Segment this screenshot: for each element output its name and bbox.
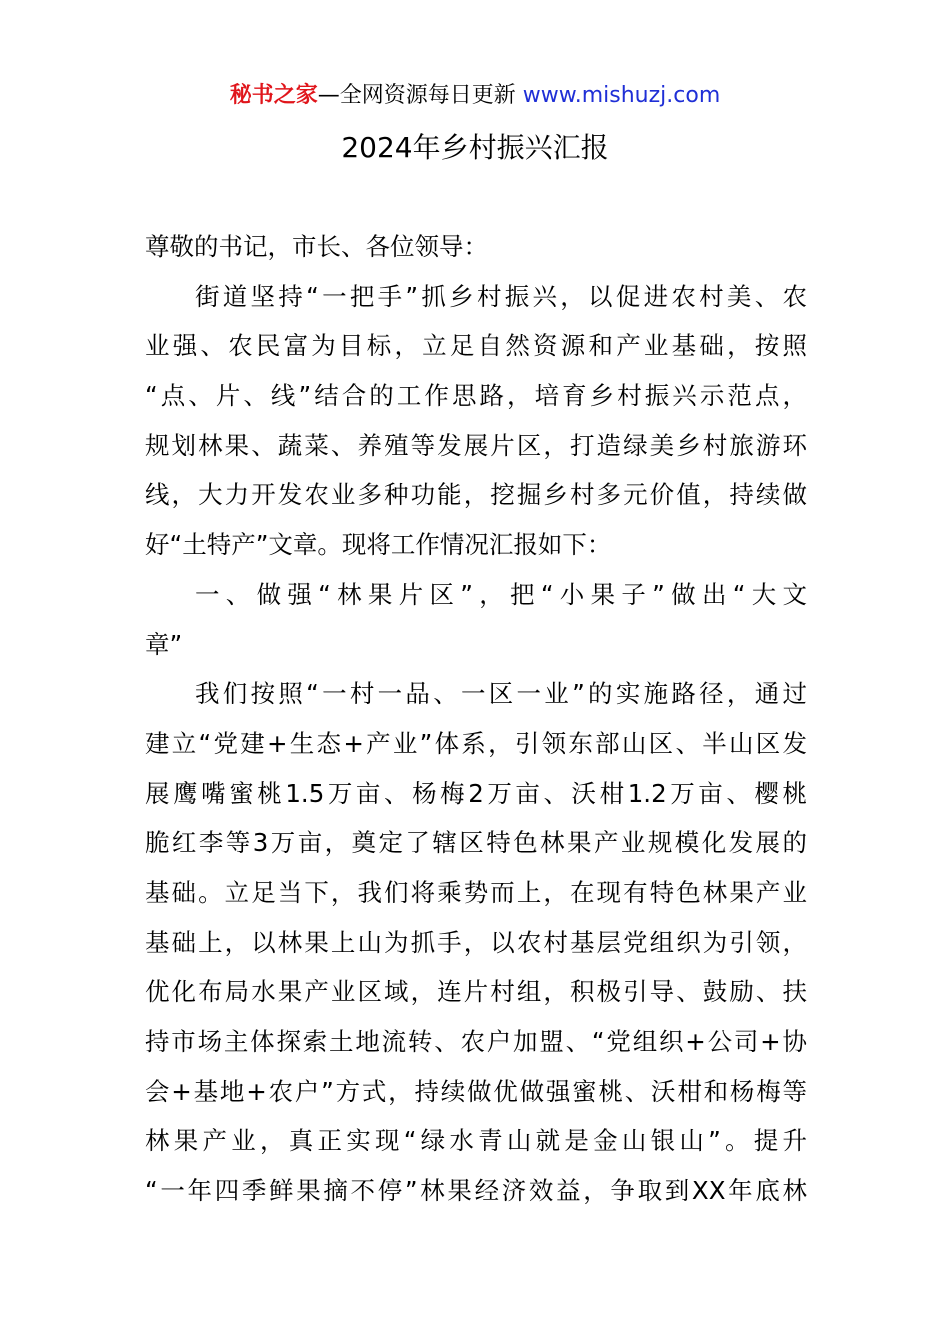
paragraph-line: 林果产业，真正实现“绿水青山就是金山银山”。提升 xyxy=(145,1126,807,1156)
paragraph-line: 优化布局水果产业区域，连片村组，积极引导、鼓励、扶 xyxy=(145,977,807,1007)
paragraph-line: 规划林果、蔬菜、养殖等发展片区，打造绿美乡村旅游环 xyxy=(145,430,807,460)
document-title: 2024年乡村振兴汇报 xyxy=(341,131,609,164)
paragraph-line: “点、片、线”结合的工作思路，培育乡村振兴示范点， xyxy=(145,381,807,411)
paragraph-line: 好“土特产”文章。现将工作情况汇报如下： xyxy=(145,530,612,560)
site-header xyxy=(0,80,950,112)
section-heading-line: 章” xyxy=(145,629,183,659)
paragraph-line: 持市场主体探索土地流转、农户加盟、“党组织+公司+协 xyxy=(145,1027,807,1056)
paragraph-line: 会+基地+农户”方式，持续做优做强蜜桃、沃柑和杨梅等 xyxy=(145,1076,807,1106)
header-tagline: —全网资源每日更新 xyxy=(317,83,516,108)
salutation-line: 尊敬的书记，市长、各位领导： xyxy=(145,232,488,261)
paragraph-line: 脆红李等3万亩，奠定了辖区特色林果产业规模化发展的 xyxy=(145,828,807,858)
paragraph-line: 我们按照“一村一品、一区一业”的实施路径，通过 xyxy=(195,679,807,709)
paragraph-line: 展鹰嘴蜜桃1.5万亩、杨梅2万亩、沃柑1.2万亩、樱桃 xyxy=(145,778,807,808)
paragraph-line: 基础。立足当下，我们将乘势而上，在现有特色林果产业 xyxy=(145,877,807,907)
paragraph-line: 基础上，以林果上山为抓手，以农村基层党组织为引领， xyxy=(145,927,807,957)
site-url-link[interactable]: www.mishuzj.com xyxy=(522,83,721,108)
paragraph-line: 街道坚持“一把手”抓乡村振兴，以促进农村美、农 xyxy=(195,281,807,311)
paragraph-line: 业强、农民富为目标，立足自然资源和产业基础，按照 xyxy=(145,331,807,361)
brand-name: 秘书之家 xyxy=(229,83,318,108)
paragraph-line: “一年四季鲜果摘不停”林果经济效益，争取到XX年底林 xyxy=(145,1176,807,1206)
paragraph-line: 线，大力开发农业多种功能，挖掘乡村多元价值，持续做 xyxy=(145,480,807,510)
document-body xyxy=(145,222,807,1216)
section-heading-line: 一、做强“林果片区”，把“小果子”做出“大文 xyxy=(195,579,807,609)
paragraph-line: 建立“党建+生态+产业”体系，引领东部山区、半山区发 xyxy=(145,728,807,758)
